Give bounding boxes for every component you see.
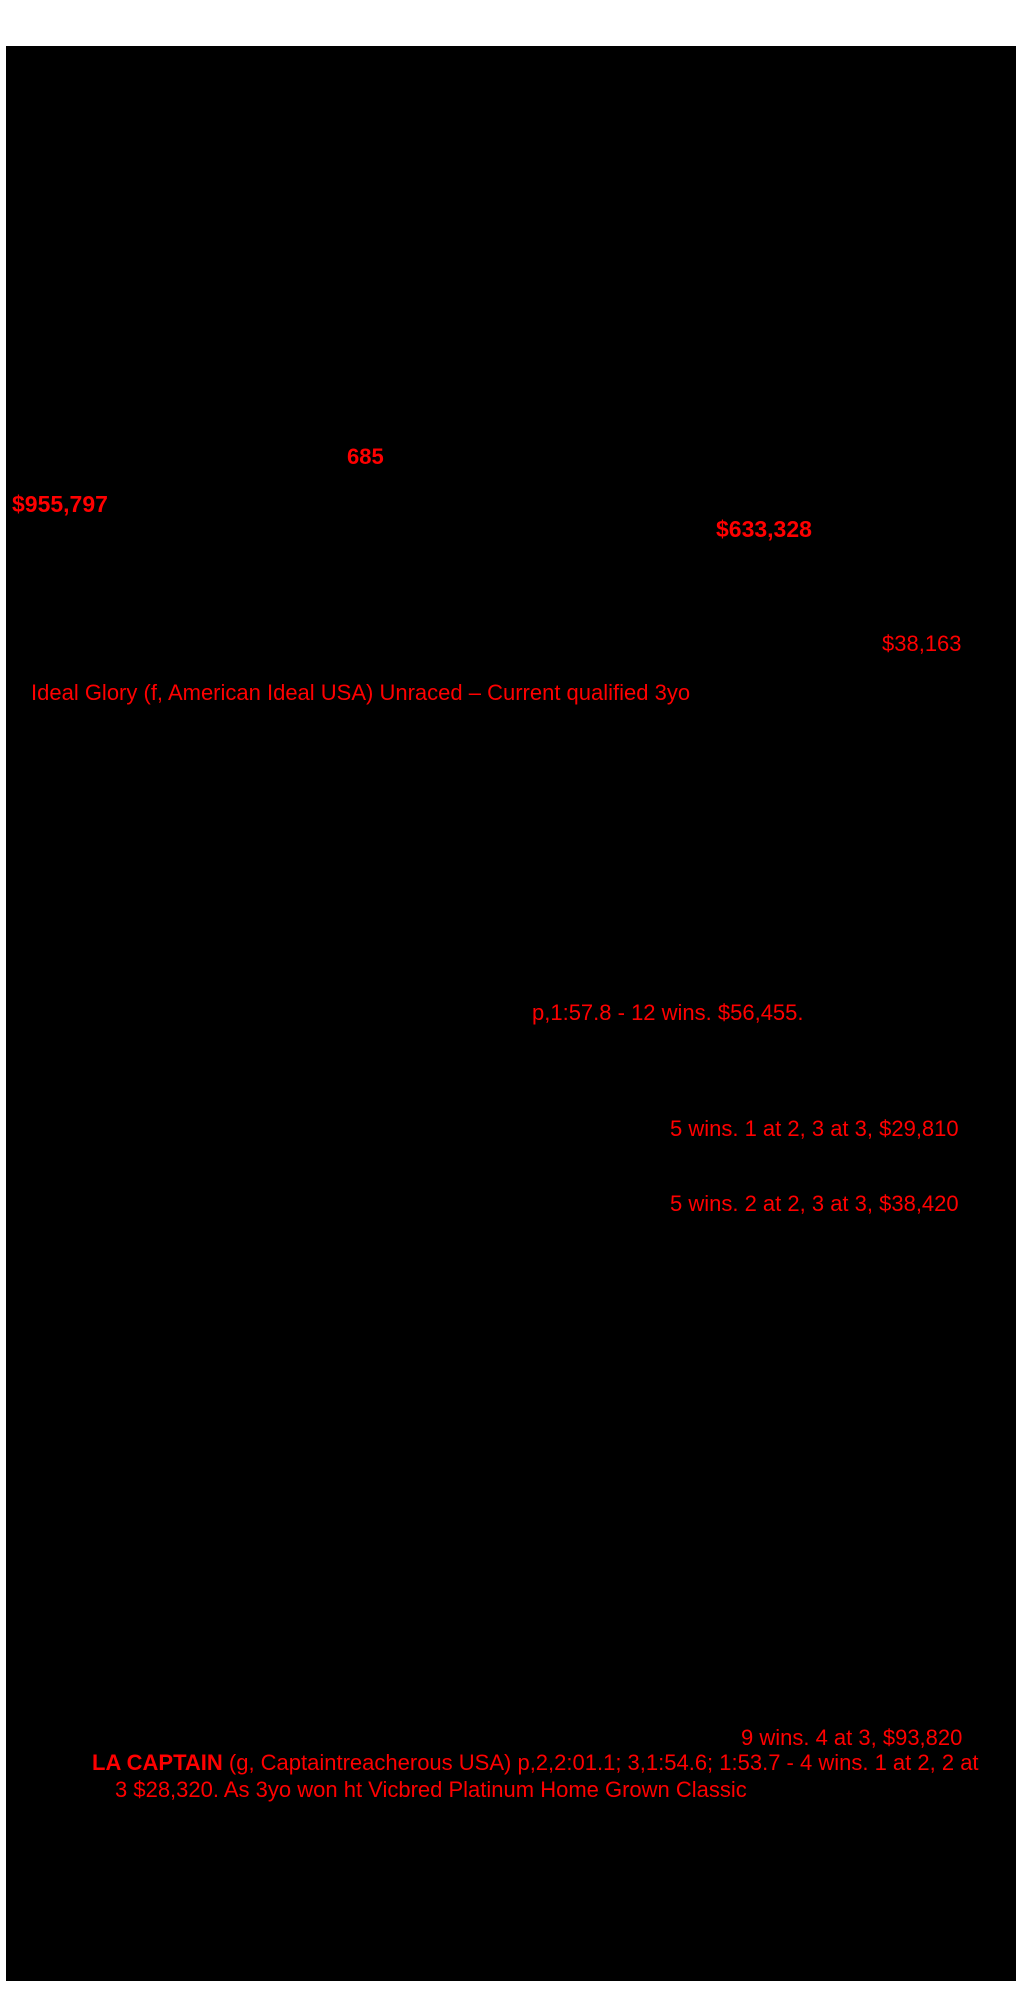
page-black-background [6,46,1016,1981]
wins-update-line-1: 5 wins. 1 at 2, 3 at 3, $29,810 [670,1116,959,1141]
ideal-glory-update-line: Ideal Glory (f, American Ideal USA) Unraced – Current qualified 3yo [31,680,691,705]
race-record-update-line: p,1:57.8 - 12 wins. $56,455. [532,1000,804,1025]
la-captain-horse-name: LA CAPTAIN [92,1750,223,1775]
earnings-amount-2: $633,328 [716,516,812,542]
earnings-amount-1: $955,797 [12,491,108,517]
earnings-amount-3: $38,163 [882,631,962,656]
wins-update-line-2: 5 wins. 2 at 2, 3 at 3, $38,420 [670,1191,959,1216]
la-captain-line-2: 3 $28,320. As 3yo won ht Vicbred Platinum Home Grown Classic [115,1777,747,1802]
la-captain-line-1 [92,1751,979,1775]
lot-number: 685 [347,444,384,469]
wins-update-line-3: 9 wins. 4 at 3, $93,820 [741,1725,963,1750]
la-captain-race-record: (g, Captaintreacherous USA) p,2,2:01.1; 3,1:54.6; 1:53.7 - 4 wins. 1 at 2, 2 at [222,1750,979,1775]
